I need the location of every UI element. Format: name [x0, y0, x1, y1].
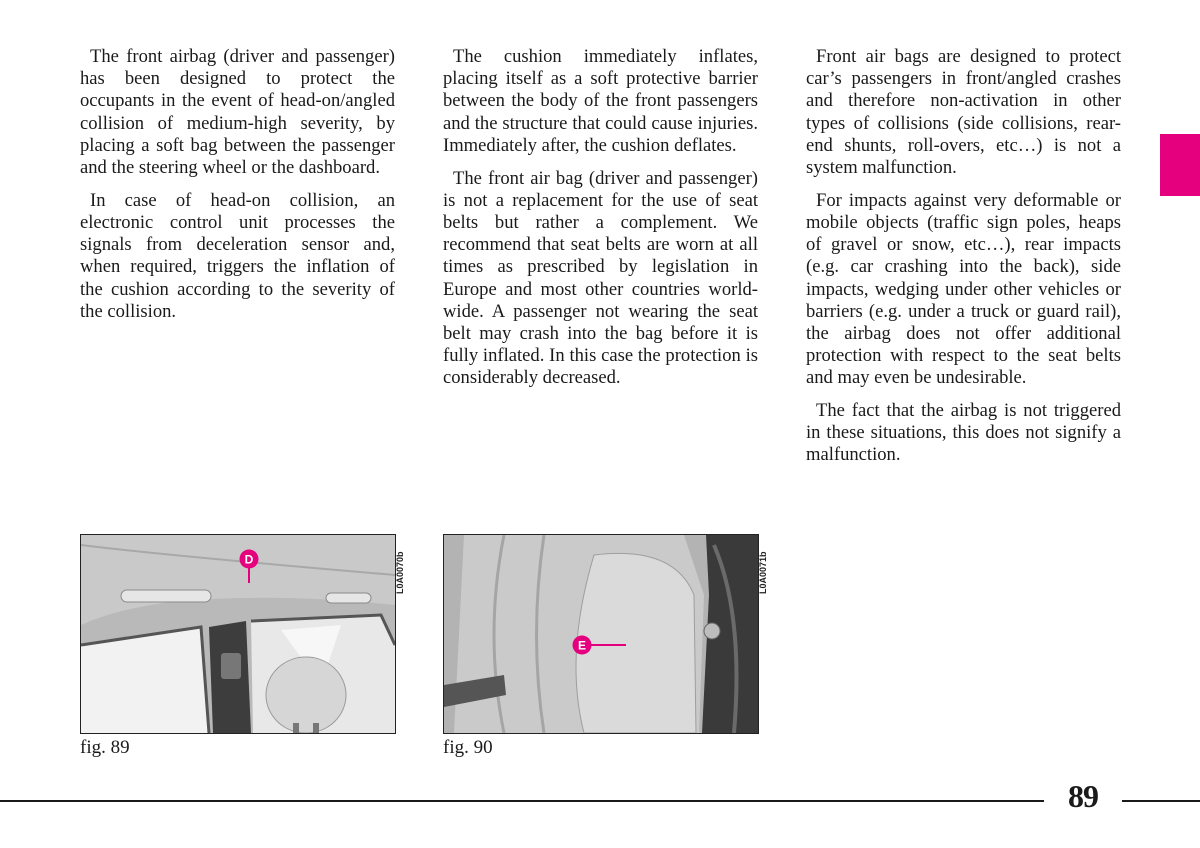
- roof-interior-illustration: [81, 535, 395, 733]
- figure-90-caption: fig. 90: [443, 737, 493, 758]
- text-column-1: [80, 46, 395, 333]
- footer-rule-right: [1122, 800, 1200, 802]
- figure-89-photo: [80, 534, 396, 734]
- paragraph: Front air bags are designed to protect car’s passengers in front/angled crashes and therefore non-activation in other types of collisions (side collisions, rear-end shunts, roll-overs, etc…) is not a system malfunction.: [806, 46, 1121, 179]
- figure-89-code: L0A0070b: [395, 551, 405, 594]
- section-tab-marker: [1160, 134, 1200, 196]
- figure-89-caption: fig. 89: [80, 737, 130, 758]
- paragraph: The front air bag (driver and passenger) is not a replacement for the use of seat belts but rather a complement. We recommend that seat belts are worn at all times as prescribed by legislation in Europe and most other countries world-wide. A passenger not wearing the seat belt may crash into the bag before it is fully inflated. In this case the protection is considerably decreased.: [443, 167, 758, 389]
- marker-e-label: E: [577, 638, 587, 653]
- marker-d-label: D: [244, 552, 254, 567]
- text-column-2: [443, 46, 758, 400]
- figure-90-photo: [443, 534, 759, 734]
- paragraph: The front airbag (driver and passenger) has been designed to protect the occupants in the event of head-on/angled collision of medium-high severity, by placing a soft bag between the passenger and the steering wheel or the dashboard.: [80, 46, 395, 179]
- text-column-3: [806, 46, 1121, 477]
- page-number: 89: [1068, 778, 1098, 814]
- footer-rule-left: [0, 800, 1044, 802]
- figure-90-code: L0A0071b: [758, 551, 768, 594]
- paragraph: The cushion immediately inflates, placing itself as a soft protective barrier between the body of the front passengers and the structure that could cause injuries. Immediately after, the cushion deflates.: [443, 46, 758, 156]
- seat-side-illustration: [444, 535, 758, 733]
- paragraph: In case of head-on collision, an electronic control unit processes the signals from deceleration sensor and, when required, triggers the inflation of the cushion according to the severity of the collision.: [80, 189, 395, 322]
- paragraph: The fact that the airbag is not triggered in these situations, this does not signify a malfunction.: [806, 400, 1121, 466]
- paragraph: For impacts against very deformable or mobile objects (traffic sign poles, heaps of gravel or snow, etc…), rear impacts (e.g. car crashing into the back), side impacts, wedging under other vehicles or barriers (e.g. under a truck or guard rail), the airbag does not offer additional protection with respect to the seat belts and may even be undesirable.: [806, 189, 1121, 389]
- belt-buckle-shape: [221, 653, 241, 679]
